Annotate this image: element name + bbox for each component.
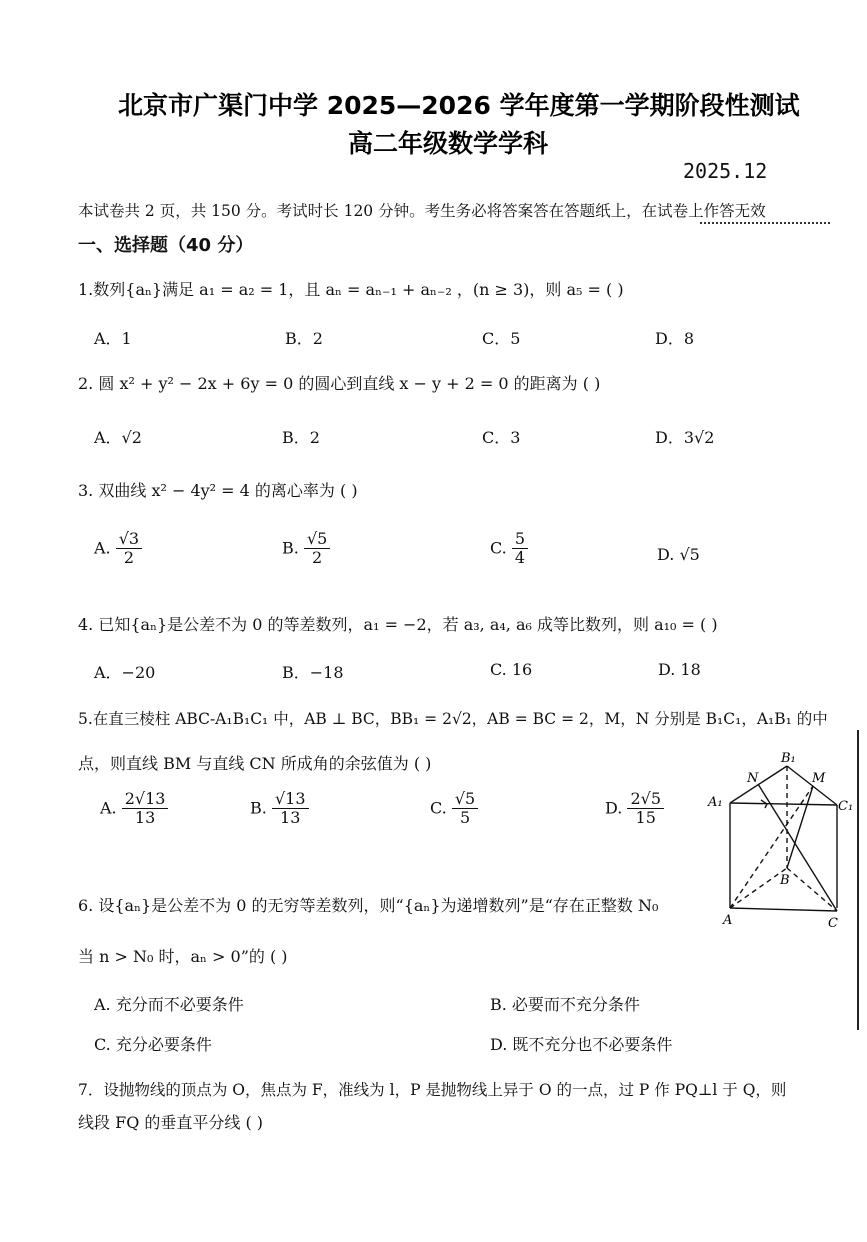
handwritten-mark [700,222,830,224]
q6-option-c: C. 充分必要条件 [94,1035,212,1054]
q5-c-denominator: 5 [459,808,471,828]
question-3: 3. 双曲线 x² − 4y² = 4 的离心率为 ( ) [78,481,358,500]
exam-subtitle: 高二年级数学学科 [348,129,549,158]
q5-a-numerator: 2√13 [122,790,169,809]
q4-option-d: D. 18 [658,660,701,679]
q5-b-numerator: √13 [272,790,309,809]
exam-title: 北京市广渠门中学 2025—2026 学年度第一学期阶段性测试 [118,91,800,120]
label-a: A [723,913,733,928]
question-7-line-1: 7．设抛物线的顶点为 O，焦点为 F，准线为 l，P 是抛物线上异于 O 的一点，过 P 作 PQ⊥l 于 Q，则 [78,1081,787,1099]
q5-d-numerator: 2√5 [627,790,664,809]
label-a1: A₁ [708,795,723,810]
q5-a-denominator: 13 [134,808,156,828]
q2-option-b: B．2 [282,428,320,447]
q5-c-numerator: √5 [452,790,478,809]
question-5-line-2: 点，则直线 BM 与直线 CN 所成角的余弦值为 ( ) [78,754,432,773]
q1-option-a: A．1 [94,329,132,348]
q3-option-c [490,530,528,568]
q2-option-d: D．3√2 [655,428,715,447]
q5-option-b [250,790,309,828]
q3-option-d-value: √5 [679,545,700,564]
q4-option-b: B．−18 [282,663,344,682]
q1-option-d: D．8 [655,329,695,348]
q3-option-b-label: B. [282,538,299,558]
q5-option-c-fraction [452,790,478,828]
q3-c-numerator: 5 [512,530,528,549]
q5-option-c [430,790,478,828]
scan-edge-line [857,730,859,1030]
q5-option-a-fraction [122,790,169,828]
q3-c-denominator: 4 [514,548,526,568]
q4-option-c: C. 16 [490,660,533,679]
q1-option-b: B．2 [285,329,323,348]
line-cn [758,784,837,911]
question-1: 1.数列{aₙ}满足 a₁ = a₂ = 1，且 aₙ = aₙ₋₁ + aₙ₋₂ ，(n ≥ 3)，则 a₅ = ( ) [78,280,624,299]
q3-option-a-fraction [116,530,142,568]
label-c: C [828,916,838,931]
edge-a-c [730,908,837,911]
label-m: M [812,771,826,786]
label-b: B [780,873,790,888]
question-5-line-1: 5.在直三棱柱 ABC-A₁B₁C₁ 中，AB ⊥ BC，BB₁ = 2√2，AB = BC = 2，M，N 分别是 B₁C₁，A₁B₁ 的中 [78,710,828,728]
q5-option-d-label: D. [605,798,623,818]
line-bm [787,786,813,868]
edge-a1-c1 [730,803,837,805]
exam-date: 2025.12 [683,159,768,183]
label-c1: C₁ [838,799,854,814]
q5-option-b-label: B. [250,798,267,818]
edge-b-c [787,868,837,911]
q3-b-denominator: 2 [312,548,323,568]
prism-figure [705,748,855,933]
question-2: 2. 圆 x² + y² − 2x + 6y = 0 的圆心到直线 x − y + 2 = 0 的距离为 ( ) [78,374,601,393]
q4-option-a: A．−20 [94,663,156,682]
q2-option-c: C．3 [482,428,521,447]
q3-a-numerator: √3 [116,530,142,549]
q3-option-a [94,530,142,568]
q3-option-a-label: A. [94,538,111,558]
q5-option-d-fraction [627,790,664,828]
section-heading: 一、选择题（40 分） [78,235,254,256]
label-b1: B₁ [781,751,796,766]
q5-option-a [100,790,168,828]
q3-option-b-fraction [304,530,330,568]
q6-option-a: A. 充分而不必要条件 [94,995,244,1014]
prism-edges [730,766,837,911]
question-6-line-2: 当 n > N₀ 时，aₙ > 0”的 ( ) [78,947,288,966]
q5-option-c-label: C. [430,798,447,818]
q6-option-d: D. 既不充分也不必要条件 [490,1035,673,1054]
q5-d-denominator: 15 [635,808,656,828]
q5-option-b-fraction [272,790,309,828]
q3-option-b [282,530,330,568]
exam-instructions: 本试卷共 2 页，共 150 分。考试时长 120 分钟。考生务必将答案答在答题纸上，在试卷上作答无效 [78,202,766,220]
q5-b-denominator: 13 [280,808,301,828]
q2-option-a: A．√2 [94,428,142,447]
question-6-line-1: 6. 设{aₙ}是公差不为 0 的无穷等差数列，则“{aₙ}为递增数列”是“存在正整数 N₀ [78,896,659,915]
q3-option-d-label: D. [657,545,675,564]
q3-option-d [657,545,700,564]
q3-b-numerator: √5 [304,530,330,549]
q5-option-d [605,790,664,828]
question-7-line-2: 线段 FQ 的垂直平分线 ( ) [78,1113,264,1132]
q6-option-b: B. 必要而不充分条件 [490,995,640,1014]
edge-a-b [730,868,787,908]
q5-option-a-label: A. [100,798,117,818]
q3-option-c-fraction [512,530,528,568]
q3-a-denominator: 2 [123,548,135,568]
label-n: N [747,771,759,786]
question-4: 4. 已知{aₙ}是公差不为 0 的等差数列，a₁ = −2，若 a₃, a₄, a₆ 成等比数列，则 a₁₀ = ( ) [78,615,718,634]
q3-option-c-label: C. [490,538,507,558]
q1-option-c: C．5 [482,329,521,348]
